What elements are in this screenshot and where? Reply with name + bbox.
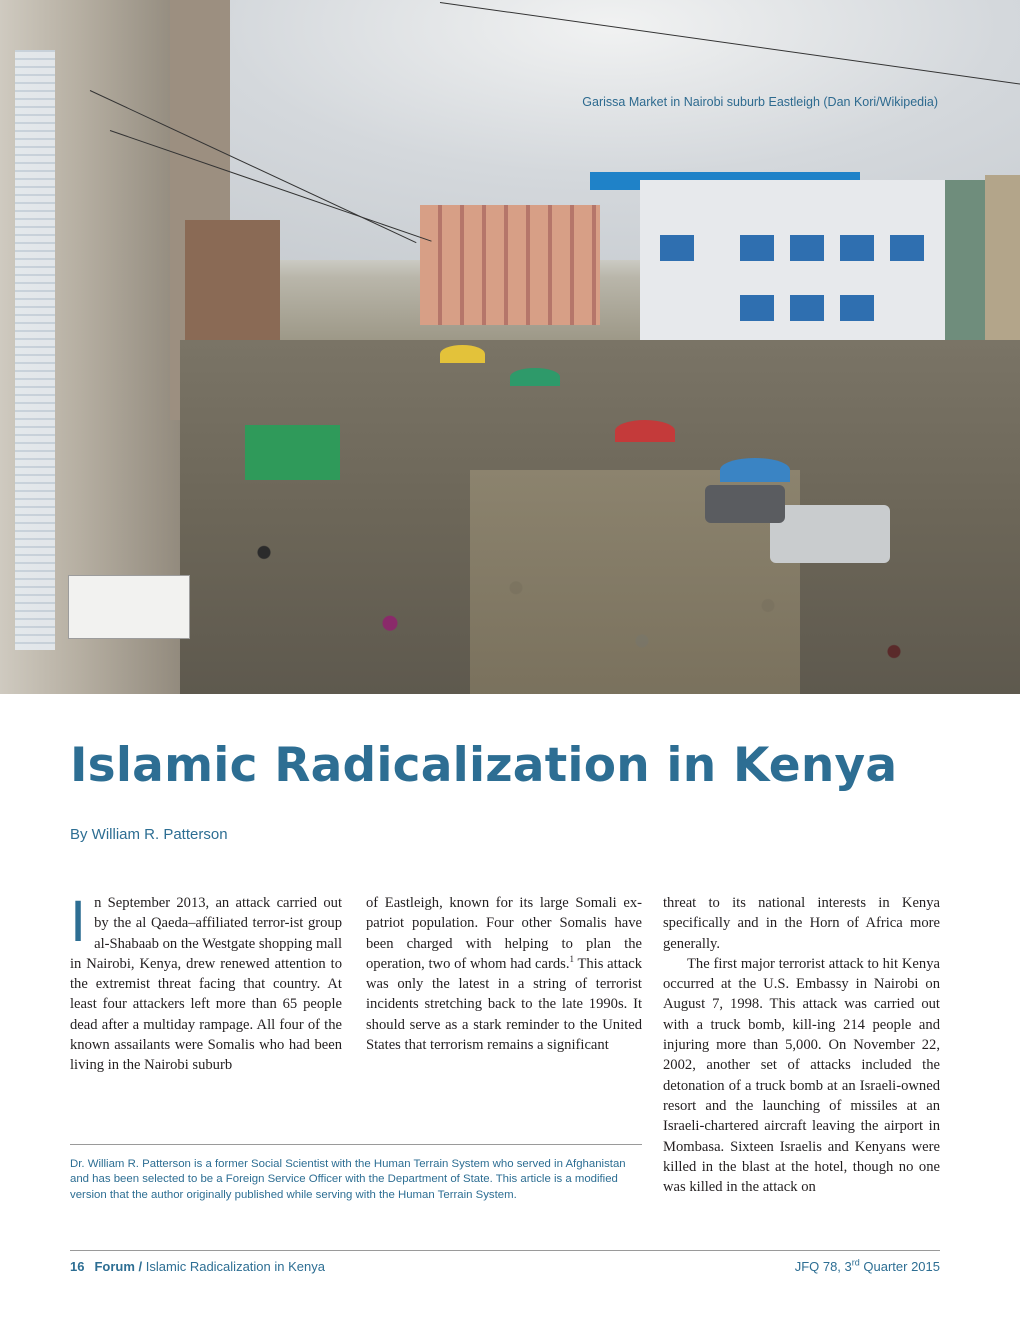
photo-green-truck [245, 425, 340, 480]
article-title: Islamic Radicalization in Kenya [70, 738, 898, 793]
paragraph [366, 893, 642, 1055]
photo-tiled-wall [15, 50, 55, 650]
photo-umbrella [720, 458, 790, 482]
column-3 [663, 893, 940, 1197]
photo-white-building [640, 180, 950, 350]
running-footer-right [795, 1259, 940, 1274]
photo-umbrella [440, 345, 485, 363]
photo-caption: Garissa Market in Nairobi suburb Eastleigh (Dan Kori/Wikipedia) [582, 95, 938, 109]
photo-van [770, 505, 890, 563]
byline: By William R. Patterson [70, 826, 228, 843]
paragraph [70, 889, 342, 1076]
ordinal-suffix: rd [851, 1257, 860, 1268]
photo-car [705, 485, 785, 523]
footnote-divider [70, 1144, 642, 1145]
running-footer-left [70, 1259, 325, 1274]
paragraph: The first major terrorist attack to hit Kenya occurred at the U.S. Embassy in Nairobi on August 7, 1998. This attack was carried out with a truck bomb, kill-ing 214 people and injuring more than 5,000. On November 22, 2002, another set of attacks included the detonation of a truck bomb at an Israeli-owned resort and the launching of missiles at an Israeli-chartered aircraft leaving the airport in Mombasa. Sixteen Israelis and Kenyans were killed in the blast at the hotel, though no one was killed in the attack on [663, 955, 940, 1196]
paragraph-text: of Eastleigh, known for its large Somali ex-patriot population. Four other Somalis have been charged with helping to plan the operation, two of whom had cards. [366, 895, 642, 972]
paragraph-text: n September 2013, an attack carried out by the al Qaeda–affiliated terror-ist group al-Shabaab on the Westgate shopping mall in Nairobi, Kenya, drew renewed attention to the extremist threat facing that country. At least four attackers left more than 65 people dead after a multiday rampage. All four of the known assailants were Somalis who had been living in the Nairobi suburb [70, 895, 342, 1074]
photo-3rd-floor-sign [68, 575, 190, 639]
paragraph: threat to its national interests in Kenya specifically and in the Horn of Africa more generally. [663, 895, 940, 952]
footer-divider [70, 1250, 940, 1251]
journal-issue: JFQ 78, 3 [794, 1259, 852, 1274]
photo-pink-building [420, 205, 600, 325]
photo-umbrella [615, 420, 675, 442]
footnote-reference[interactable]: 1 [569, 954, 574, 965]
page-number: 16 [70, 1259, 85, 1274]
drop-cap: I [70, 889, 87, 954]
running-title: Islamic Radicalization in Kenya [145, 1259, 325, 1274]
column-2 [366, 893, 642, 1055]
section-label: Forum / [94, 1259, 143, 1274]
journal-quarter: Quarter 2015 [859, 1259, 940, 1274]
author-note: Dr. William R. Patterson is a former Social Scientist with the Human Terrain System who served in Afghanistan and has been selected to be a Foreign Service Officer with the Department of State. This article is a modified version that the author originally published while serving with the Human Terrain System. [70, 1158, 626, 1201]
paragraph-text: This attack was only the latest in a string of terrorist incidents stretching back to the late 1990s. It should serve as a stark reminder to the United States that terrorism remains a significant [366, 955, 642, 1054]
column-1 [70, 889, 342, 1076]
photo-umbrella [510, 368, 560, 386]
